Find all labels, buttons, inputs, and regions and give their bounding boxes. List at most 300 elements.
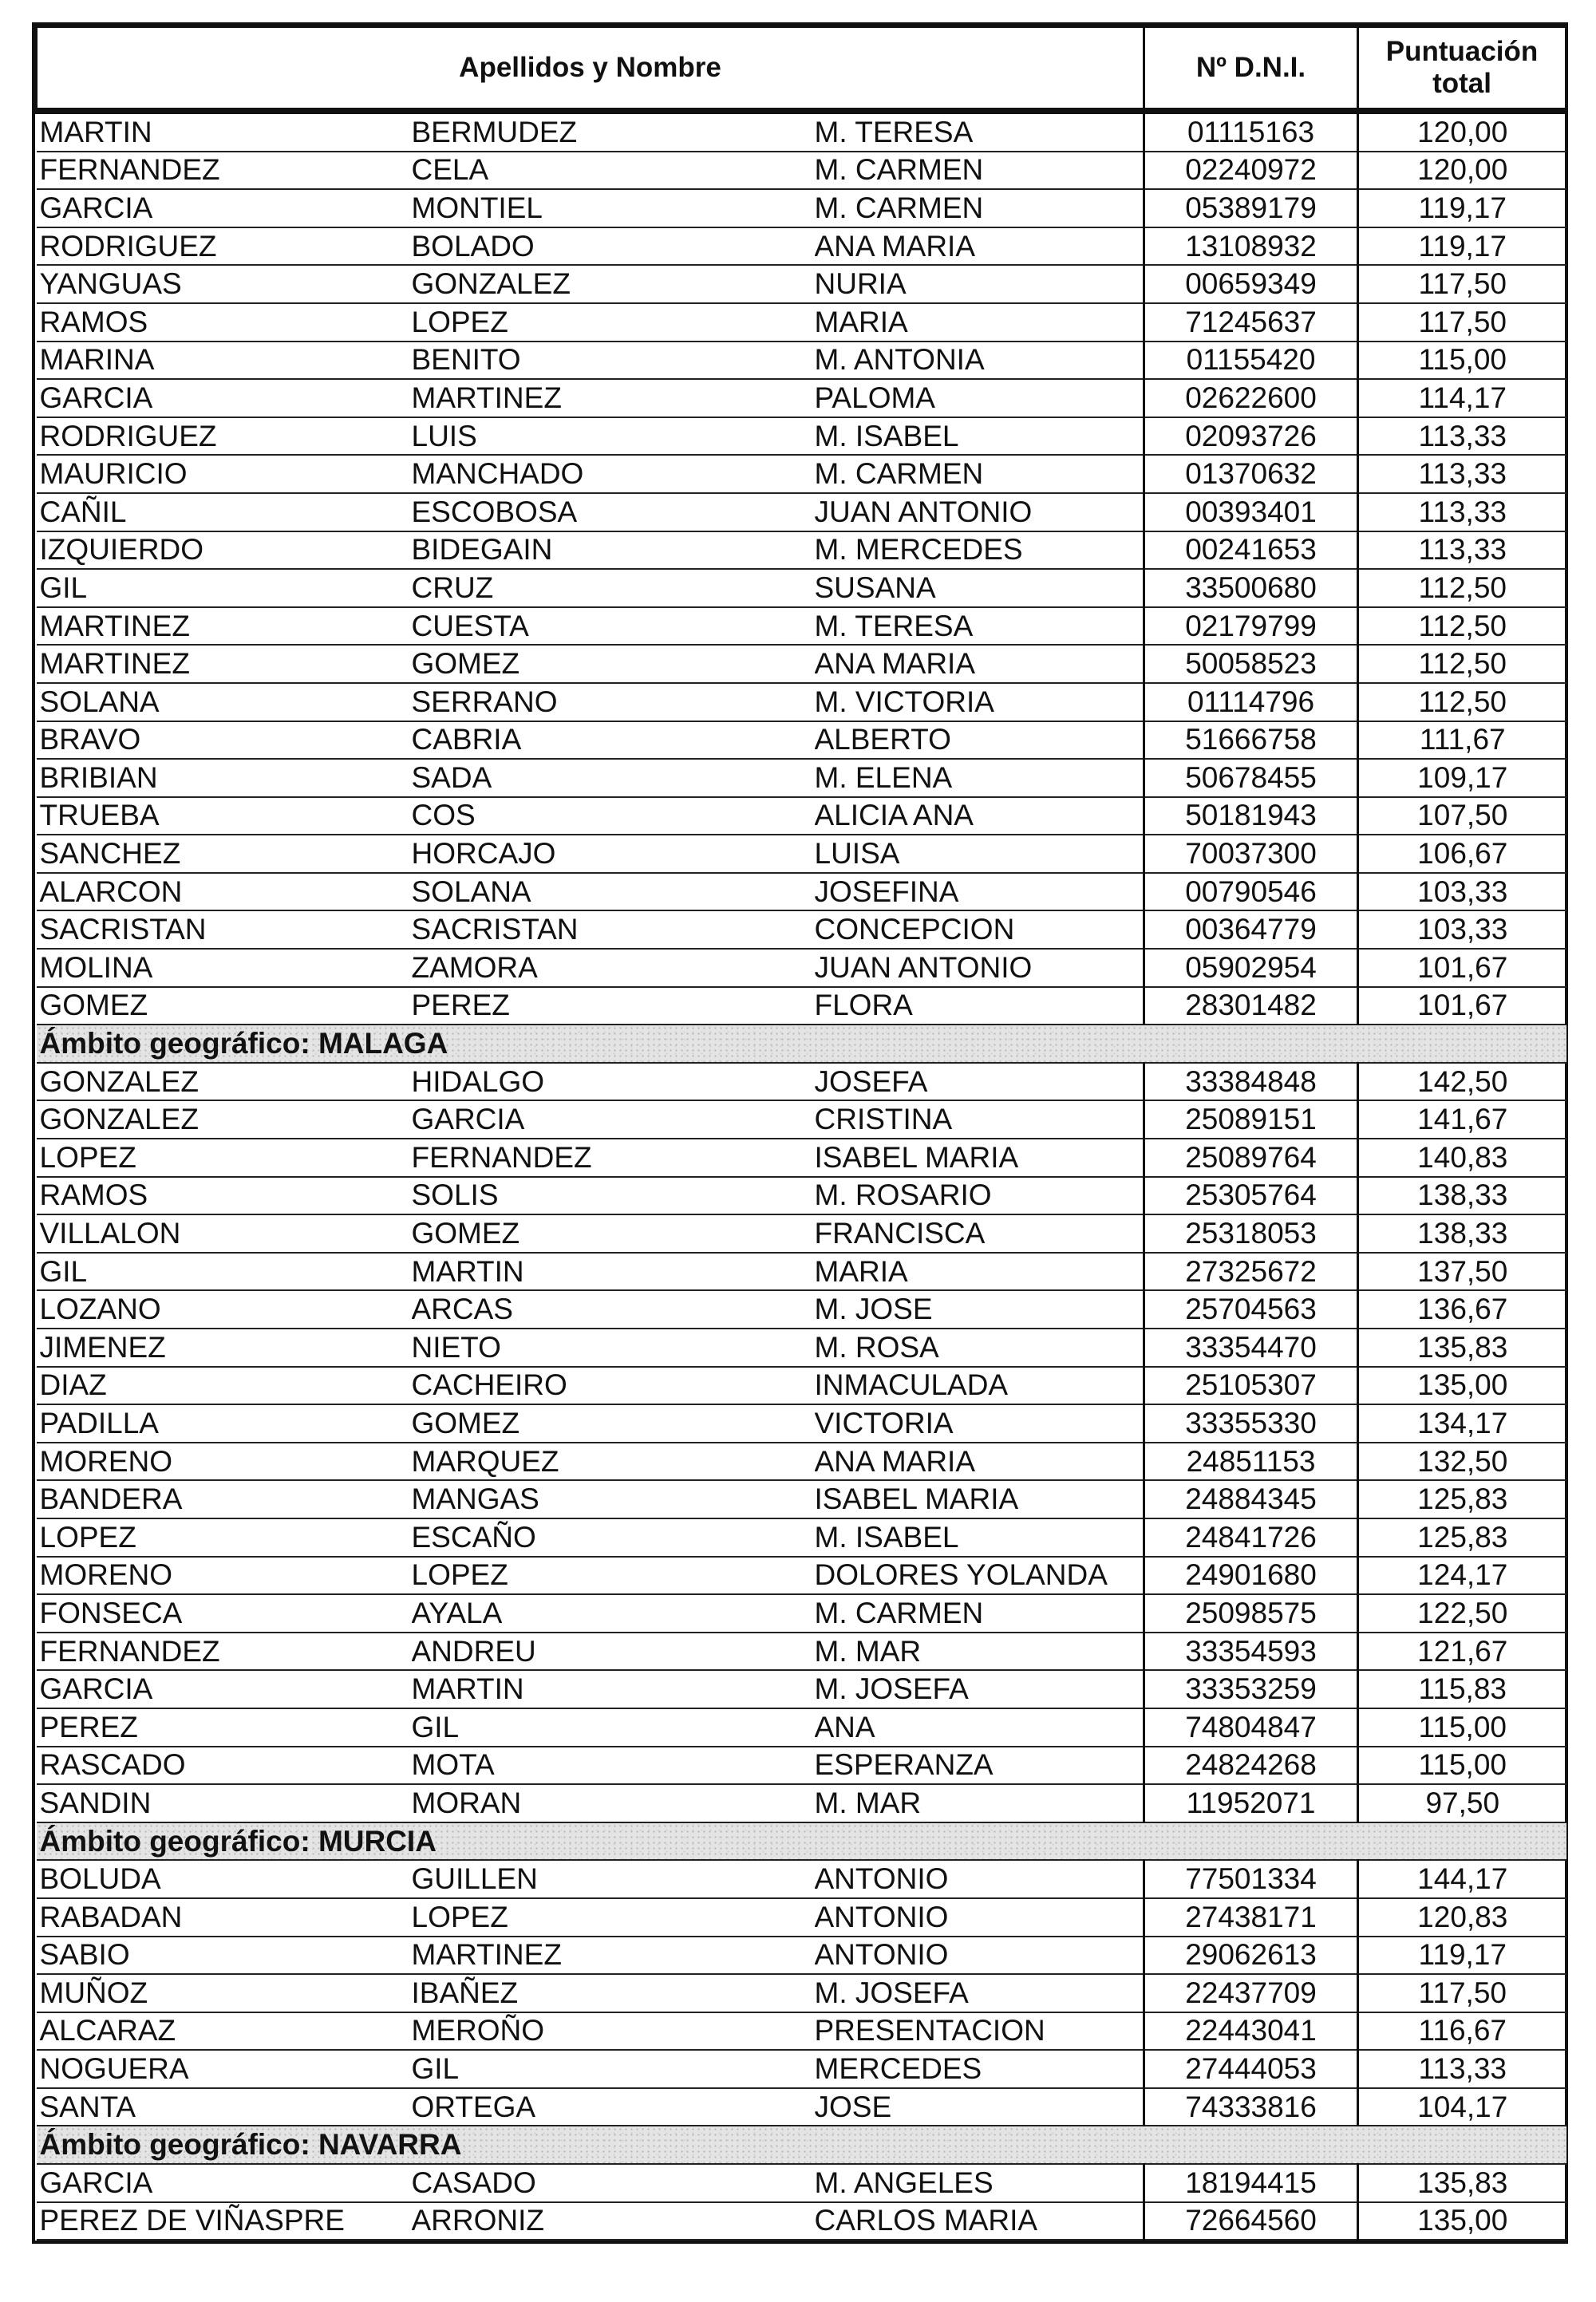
score-cell: 134,17	[1358, 1404, 1566, 1443]
score-cell: 115,83	[1358, 1670, 1566, 1708]
score-cell: 138,33	[1358, 1214, 1566, 1253]
surname2-cell: SOLIS	[412, 1177, 815, 1215]
table-row	[37, 1633, 1566, 1671]
surname2-cell: CELA	[412, 152, 815, 190]
given-name-cell: CARLOS MARIA	[815, 2202, 1144, 2241]
table-header	[37, 27, 1566, 112]
given-name-cell: ALICIA ANA	[815, 797, 1144, 835]
dni-cell: 02093726	[1144, 417, 1358, 456]
given-name-cell: M. TERESA	[815, 607, 1144, 646]
surname2-cell: GOMEZ	[412, 1214, 815, 1253]
dni-cell: 28301482	[1144, 987, 1358, 1025]
surname2-cell: NIETO	[412, 1329, 815, 1367]
surname1-cell: MARINA	[37, 342, 412, 380]
surname1-cell: RODRIGUEZ	[37, 227, 412, 266]
surname2-cell: MANGAS	[412, 1480, 815, 1518]
dni-cell: 33353259	[1144, 1670, 1358, 1708]
given-name-cell: ALBERTO	[815, 721, 1144, 760]
surname2-cell: GUILLEN	[412, 1860, 815, 1898]
surname2-cell: GOMEZ	[412, 645, 815, 683]
surname1-cell: MORENO	[37, 1443, 412, 1481]
given-name-cell: ANTONIO	[815, 1898, 1144, 1937]
surname2-cell: ESCOBOSA	[412, 493, 815, 531]
dni-cell: 02622600	[1144, 379, 1358, 417]
given-name-cell: M. JOSE	[815, 1290, 1144, 1329]
dni-cell: 00790546	[1144, 873, 1358, 911]
table-row	[37, 379, 1566, 417]
surname1-cell: BRIBIAN	[37, 759, 412, 797]
given-name-cell: JUAN ANTONIO	[815, 949, 1144, 987]
surname2-cell: BERMUDEZ	[412, 111, 815, 152]
dni-cell: 33354593	[1144, 1633, 1358, 1671]
given-name-cell: SUSANA	[815, 569, 1144, 607]
header-score: Puntuación total	[1358, 27, 1566, 112]
dni-cell: 27325672	[1144, 1253, 1358, 1291]
surname1-cell: ALCARAZ	[37, 2012, 412, 2051]
score-cell: 104,17	[1358, 2088, 1566, 2126]
table-row	[37, 531, 1566, 570]
dni-cell: 13108932	[1144, 227, 1358, 266]
score-cell: 119,17	[1358, 1937, 1566, 1975]
surname2-cell: LOPEZ	[412, 1557, 815, 1595]
score-cell: 116,67	[1358, 2012, 1566, 2051]
table-row	[37, 342, 1566, 380]
given-name-cell: M. ROSARIO	[815, 1177, 1144, 1215]
given-name-cell: PRESENTACION	[815, 2012, 1144, 2051]
given-name-cell: INMACULADA	[815, 1367, 1144, 1405]
score-cell: 132,50	[1358, 1443, 1566, 1481]
table-row	[37, 1937, 1566, 1975]
surname2-cell: BENITO	[412, 342, 815, 380]
given-name-cell: M. MAR	[815, 1633, 1144, 1671]
given-name-cell: FLORA	[815, 987, 1144, 1025]
surname2-cell: ESCAÑO	[412, 1518, 815, 1557]
surname1-cell: GARCIA	[37, 379, 412, 417]
given-name-cell: M. CARMEN	[815, 189, 1144, 227]
given-name-cell: M. ELENA	[815, 759, 1144, 797]
surname2-cell: GOMEZ	[412, 1404, 815, 1443]
dni-cell: 25704563	[1144, 1290, 1358, 1329]
given-name-cell: FRANCISCA	[815, 1214, 1144, 1253]
dni-cell: 00241653	[1144, 531, 1358, 570]
table-row	[37, 2088, 1566, 2126]
surname2-cell: IBAÑEZ	[412, 1974, 815, 2012]
surname1-cell: GONZALEZ	[37, 1100, 412, 1139]
given-name-cell: CONCEPCION	[815, 910, 1144, 949]
surname1-cell: MARTIN	[37, 111, 412, 152]
surname1-cell: MORENO	[37, 1557, 412, 1595]
score-cell: 115,00	[1358, 1747, 1566, 1785]
surname1-cell: IZQUIERDO	[37, 531, 412, 570]
table-row	[37, 1063, 1566, 1101]
surname1-cell: BRAVO	[37, 721, 412, 760]
surname1-cell: ALARCON	[37, 873, 412, 911]
table-row	[37, 1860, 1566, 1898]
table-row	[37, 1404, 1566, 1443]
dni-cell: 33500680	[1144, 569, 1358, 607]
given-name-cell: ANTONIO	[815, 1937, 1144, 1975]
surname1-cell: PADILLA	[37, 1404, 412, 1443]
score-cell: 113,33	[1358, 455, 1566, 493]
dni-cell: 50181943	[1144, 797, 1358, 835]
dni-cell: 02179799	[1144, 607, 1358, 646]
score-cell: 117,50	[1358, 1974, 1566, 2012]
group-header-row	[37, 2126, 1566, 2164]
table-row	[37, 1443, 1566, 1481]
surname1-cell: GARCIA	[37, 189, 412, 227]
table-row	[37, 607, 1566, 646]
surname1-cell: PEREZ DE VIÑASPRE	[37, 2202, 412, 2241]
surname1-cell: GIL	[37, 569, 412, 607]
surname1-cell: BOLUDA	[37, 1860, 412, 1898]
score-cell: 120,83	[1358, 1898, 1566, 1937]
table-row	[37, 303, 1566, 342]
given-name-cell: ANA MARIA	[815, 227, 1144, 266]
surname2-cell: MARTIN	[412, 1253, 815, 1291]
surname1-cell: CAÑIL	[37, 493, 412, 531]
score-cell: 112,50	[1358, 569, 1566, 607]
surname1-cell: VILLALON	[37, 1214, 412, 1253]
table-row	[37, 1898, 1566, 1937]
group-label: Ámbito geográfico: NAVARRA	[37, 2126, 1566, 2164]
surname1-cell: LOPEZ	[37, 1139, 412, 1177]
table-row	[37, 645, 1566, 683]
surname2-cell: ARCAS	[412, 1290, 815, 1329]
surname1-cell: NOGUERA	[37, 2050, 412, 2088]
table-row	[37, 797, 1566, 835]
given-name-cell: JOSEFINA	[815, 873, 1144, 911]
table-row	[37, 759, 1566, 797]
score-cell: 107,50	[1358, 797, 1566, 835]
table-row	[37, 1784, 1566, 1822]
score-cell: 115,00	[1358, 1708, 1566, 1747]
given-name-cell: M. MERCEDES	[815, 531, 1144, 570]
table-row	[37, 1974, 1566, 2012]
surname2-cell: CACHEIRO	[412, 1367, 815, 1405]
dni-cell: 05389179	[1144, 189, 1358, 227]
group-header-row	[37, 1822, 1566, 1861]
score-cell: 138,33	[1358, 1177, 1566, 1215]
table-row	[37, 910, 1566, 949]
results-table	[35, 26, 1567, 2241]
given-name-cell: ANA	[815, 1708, 1144, 1747]
dni-cell: 22437709	[1144, 1974, 1358, 2012]
dni-cell: 25305764	[1144, 1177, 1358, 1215]
table-row	[37, 987, 1566, 1025]
surname1-cell: YANGUAS	[37, 265, 412, 303]
table-row	[37, 1518, 1566, 1557]
surname1-cell: RAMOS	[37, 1177, 412, 1215]
surname1-cell: FERNANDEZ	[37, 1633, 412, 1671]
dni-cell: 77501334	[1144, 1860, 1358, 1898]
surname1-cell: FERNANDEZ	[37, 152, 412, 190]
dni-cell: 18194415	[1144, 2164, 1358, 2202]
surname2-cell: SERRANO	[412, 683, 815, 721]
group-label: Ámbito geográfico: MALAGA	[37, 1025, 1566, 1063]
surname2-cell: FERNANDEZ	[412, 1139, 815, 1177]
given-name-cell: LUISA	[815, 835, 1144, 873]
surname1-cell: GARCIA	[37, 2164, 412, 2202]
score-cell: 135,83	[1358, 2164, 1566, 2202]
dni-cell: 24884345	[1144, 1480, 1358, 1518]
header-dni: Nº D.N.I.	[1144, 27, 1358, 112]
table-row	[37, 455, 1566, 493]
score-cell: 111,67	[1358, 721, 1566, 760]
table-row	[37, 1480, 1566, 1518]
given-name-cell: JOSEFA	[815, 1063, 1144, 1101]
surname1-cell: GOMEZ	[37, 987, 412, 1025]
surname2-cell: CASADO	[412, 2164, 815, 2202]
table-row	[37, 1177, 1566, 1215]
table-row	[37, 152, 1566, 190]
score-cell: 113,33	[1358, 531, 1566, 570]
group-header-row	[37, 1025, 1566, 1063]
score-cell: 115,00	[1358, 342, 1566, 380]
score-cell: 101,67	[1358, 987, 1566, 1025]
surname1-cell: RASCADO	[37, 1747, 412, 1785]
surname2-cell: GARCIA	[412, 1100, 815, 1139]
given-name-cell: PALOMA	[815, 379, 1144, 417]
dni-cell: 27438171	[1144, 1898, 1358, 1937]
table-row	[37, 1747, 1566, 1785]
dni-cell: 25089764	[1144, 1139, 1358, 1177]
dni-cell: 24901680	[1144, 1557, 1358, 1595]
table-row	[37, 2164, 1566, 2202]
score-cell: 113,33	[1358, 493, 1566, 531]
dni-cell: 25105307	[1144, 1367, 1358, 1405]
score-cell: 135,83	[1358, 1329, 1566, 1367]
table-row	[37, 1214, 1566, 1253]
dni-cell: 00364779	[1144, 910, 1358, 949]
score-cell: 137,50	[1358, 1253, 1566, 1291]
score-cell: 119,17	[1358, 227, 1566, 266]
score-cell: 144,17	[1358, 1860, 1566, 1898]
score-cell: 124,17	[1358, 1557, 1566, 1595]
dni-cell: 11952071	[1144, 1784, 1358, 1822]
given-name-cell: ESPERANZA	[815, 1747, 1144, 1785]
dni-cell: 33384848	[1144, 1063, 1358, 1101]
surname1-cell: MARTINEZ	[37, 645, 412, 683]
table-row	[37, 569, 1566, 607]
surname1-cell: LOPEZ	[37, 1518, 412, 1557]
given-name-cell: ANA MARIA	[815, 1443, 1144, 1481]
given-name-cell: M. ANTONIA	[815, 342, 1144, 380]
dni-cell: 24851153	[1144, 1443, 1358, 1481]
table-row	[37, 2050, 1566, 2088]
given-name-cell: JOSE	[815, 2088, 1144, 2126]
given-name-cell: CRISTINA	[815, 1100, 1144, 1139]
surname2-cell: MANCHADO	[412, 455, 815, 493]
score-cell: 113,33	[1358, 2050, 1566, 2088]
surname1-cell: SOLANA	[37, 683, 412, 721]
given-name-cell: ANA MARIA	[815, 645, 1144, 683]
surname1-cell: MAURICIO	[37, 455, 412, 493]
surname2-cell: MARTIN	[412, 1670, 815, 1708]
table-row	[37, 1708, 1566, 1747]
surname2-cell: BOLADO	[412, 227, 815, 266]
surname1-cell: TRUEBA	[37, 797, 412, 835]
dni-cell: 74333816	[1144, 2088, 1358, 2126]
table-row	[37, 1670, 1566, 1708]
given-name-cell: MARIA	[815, 303, 1144, 342]
dni-cell: 22443041	[1144, 2012, 1358, 2051]
group-label: Ámbito geográfico: MURCIA	[37, 1822, 1566, 1861]
table-row	[37, 1253, 1566, 1291]
surname1-cell: SACRISTAN	[37, 910, 412, 949]
score-cell: 141,67	[1358, 1100, 1566, 1139]
surname2-cell: CUESTA	[412, 607, 815, 646]
score-cell: 97,50	[1358, 1784, 1566, 1822]
surname2-cell: BIDEGAIN	[412, 531, 815, 570]
table-row	[37, 493, 1566, 531]
dni-cell: 01370632	[1144, 455, 1358, 493]
surname2-cell: HORCAJO	[412, 835, 815, 873]
surname2-cell: CRUZ	[412, 569, 815, 607]
surname2-cell: MARTINEZ	[412, 1937, 815, 1975]
given-name-cell: ISABEL MARIA	[815, 1139, 1144, 1177]
given-name-cell: MERCEDES	[815, 2050, 1144, 2088]
surname2-cell: CABRIA	[412, 721, 815, 760]
dni-cell: 33355330	[1144, 1404, 1358, 1443]
given-name-cell: M. TERESA	[815, 111, 1144, 152]
surname2-cell: SOLANA	[412, 873, 815, 911]
surname2-cell: LOPEZ	[412, 303, 815, 342]
surname1-cell: PEREZ	[37, 1708, 412, 1747]
surname2-cell: LOPEZ	[412, 1898, 815, 1937]
score-cell: 112,50	[1358, 683, 1566, 721]
surname1-cell: MOLINA	[37, 949, 412, 987]
surname1-cell: GONZALEZ	[37, 1063, 412, 1101]
score-cell: 114,17	[1358, 379, 1566, 417]
surname2-cell: ZAMORA	[412, 949, 815, 987]
surname1-cell: SANCHEZ	[37, 835, 412, 873]
table-row	[37, 227, 1566, 266]
surname1-cell: FONSECA	[37, 1594, 412, 1633]
table-row	[37, 1367, 1566, 1405]
surname1-cell: LOZANO	[37, 1290, 412, 1329]
table-row	[37, 1290, 1566, 1329]
dni-cell: 29062613	[1144, 1937, 1358, 1975]
surname1-cell: RABADAN	[37, 1898, 412, 1937]
surname2-cell: ANDREU	[412, 1633, 815, 1671]
score-cell: 120,00	[1358, 152, 1566, 190]
given-name-cell: M. JOSEFA	[815, 1974, 1144, 2012]
surname2-cell: MEROÑO	[412, 2012, 815, 2051]
table-row	[37, 683, 1566, 721]
surname1-cell: DIAZ	[37, 1367, 412, 1405]
surname2-cell: ORTEGA	[412, 2088, 815, 2126]
surname2-cell: GONZALEZ	[412, 265, 815, 303]
surname2-cell: GIL	[412, 1708, 815, 1747]
given-name-cell: ANTONIO	[815, 1860, 1144, 1898]
score-cell: 122,50	[1358, 1594, 1566, 1633]
table-row	[37, 265, 1566, 303]
score-cell: 109,17	[1358, 759, 1566, 797]
score-cell: 125,83	[1358, 1518, 1566, 1557]
dni-cell: 01115163	[1144, 111, 1358, 152]
surname1-cell: GARCIA	[37, 1670, 412, 1708]
score-cell: 140,83	[1358, 1139, 1566, 1177]
dni-cell: 24841726	[1144, 1518, 1358, 1557]
surname2-cell: LUIS	[412, 417, 815, 456]
surname1-cell: MARTINEZ	[37, 607, 412, 646]
given-name-cell: M. ROSA	[815, 1329, 1144, 1367]
table-row	[37, 1557, 1566, 1595]
given-name-cell: M. MAR	[815, 1784, 1144, 1822]
given-name-cell: ISABEL MARIA	[815, 1480, 1144, 1518]
surname2-cell: MONTIEL	[412, 189, 815, 227]
dni-cell: 70037300	[1144, 835, 1358, 873]
given-name-cell: JUAN ANTONIO	[815, 493, 1144, 531]
surname1-cell: GIL	[37, 1253, 412, 1291]
surname2-cell: HIDALGO	[412, 1063, 815, 1101]
score-cell: 135,00	[1358, 2202, 1566, 2241]
table-row	[37, 111, 1566, 152]
surname2-cell: COS	[412, 797, 815, 835]
surname2-cell: SADA	[412, 759, 815, 797]
score-cell: 120,00	[1358, 111, 1566, 152]
table-row	[37, 835, 1566, 873]
dni-cell: 01155420	[1144, 342, 1358, 380]
dni-cell: 50058523	[1144, 645, 1358, 683]
given-name-cell: M. VICTORIA	[815, 683, 1144, 721]
surname2-cell: SACRISTAN	[412, 910, 815, 949]
dni-cell: 51666758	[1144, 721, 1358, 760]
surname2-cell: GIL	[412, 2050, 815, 2088]
table-row	[37, 2012, 1566, 2051]
table-body	[37, 111, 1566, 2240]
table-row	[37, 873, 1566, 911]
results-table-frame	[32, 22, 1568, 2244]
dni-cell: 02240972	[1144, 152, 1358, 190]
given-name-cell: M. CARMEN	[815, 1594, 1144, 1633]
given-name-cell: VICTORIA	[815, 1404, 1144, 1443]
surname1-cell: RAMOS	[37, 303, 412, 342]
dni-cell: 05902954	[1144, 949, 1358, 987]
given-name-cell: M. ISABEL	[815, 417, 1144, 456]
table-row	[37, 2202, 1566, 2241]
dni-cell: 27444053	[1144, 2050, 1358, 2088]
table-row	[37, 417, 1566, 456]
score-cell: 121,67	[1358, 1633, 1566, 1671]
given-name-cell: M. ISABEL	[815, 1518, 1144, 1557]
score-cell: 125,83	[1358, 1480, 1566, 1518]
dni-cell: 25098575	[1144, 1594, 1358, 1633]
score-cell: 106,67	[1358, 835, 1566, 873]
score-cell: 103,33	[1358, 873, 1566, 911]
score-cell: 113,33	[1358, 417, 1566, 456]
given-name-cell: M. CARMEN	[815, 152, 1144, 190]
surname1-cell: JIMENEZ	[37, 1329, 412, 1367]
table-row	[37, 1329, 1566, 1367]
surname2-cell: MARQUEZ	[412, 1443, 815, 1481]
score-cell: 142,50	[1358, 1063, 1566, 1101]
dni-cell: 50678455	[1144, 759, 1358, 797]
surname2-cell: PEREZ	[412, 987, 815, 1025]
given-name-cell: M. ANGELES	[815, 2164, 1144, 2202]
dni-cell: 71245637	[1144, 303, 1358, 342]
surname1-cell: RODRIGUEZ	[37, 417, 412, 456]
surname2-cell: AYALA	[412, 1594, 815, 1633]
dni-cell: 33354470	[1144, 1329, 1358, 1367]
table-row	[37, 1594, 1566, 1633]
surname1-cell: SANTA	[37, 2088, 412, 2126]
dni-cell: 00659349	[1144, 265, 1358, 303]
score-cell: 112,50	[1358, 645, 1566, 683]
surname1-cell: SANDIN	[37, 1784, 412, 1822]
table-row	[37, 1100, 1566, 1139]
table-row	[37, 189, 1566, 227]
